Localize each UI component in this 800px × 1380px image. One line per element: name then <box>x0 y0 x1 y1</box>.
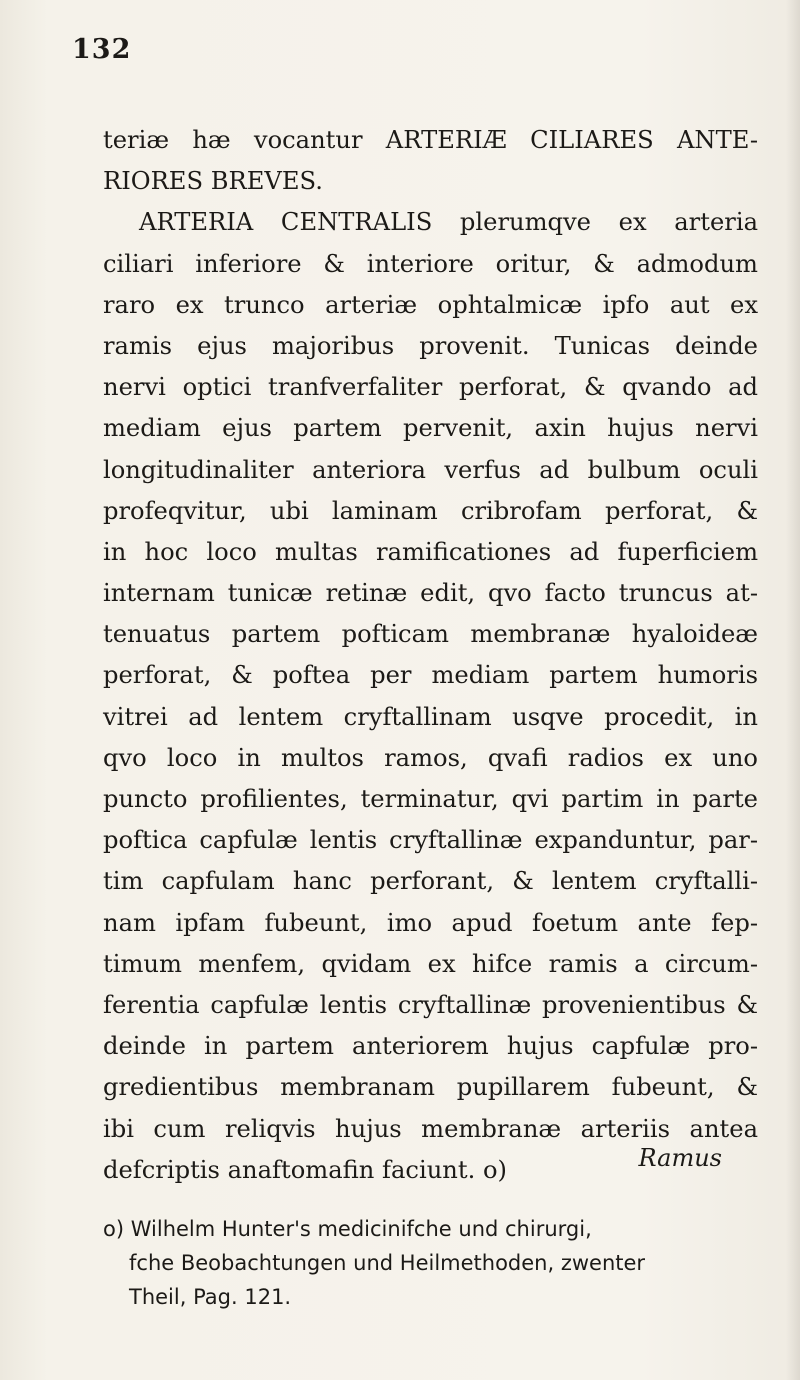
text-line: tim capfulam hanc perforant, & lentem cryftalli- <box>103 867 758 896</box>
footnote <box>103 1212 758 1314</box>
text-line: mediam ejus partem pervenit, axin hujus nervi <box>103 414 758 443</box>
text-line: teriæ hæ vocantur ARTERIÆ CILIARES ANTE- <box>103 126 758 154</box>
footnote-line: fche Beobachtungen und Heilmethoden, zwenter <box>129 1251 646 1275</box>
text-line: vitrei ad lentem cryftallinam usqve procedit, in <box>103 702 758 731</box>
catchword: Ramus <box>638 1144 722 1172</box>
text-line: ramis ejus majoribus provenit. Tunicas deinde <box>103 331 758 360</box>
text-line: qvo loco in multos ramos, qvafi radios ex uno <box>103 743 758 772</box>
text-line: longitudinaliter anteriora verfus ad bulbum oculi <box>103 455 758 484</box>
text-line: tenuatus partem pofticam membranæ hyaloideæ <box>103 620 758 649</box>
text-line: perforat, & poftea per mediam partem humoris <box>103 661 758 690</box>
text-line: defcriptis anaftomafin faciunt. o) <box>103 1155 507 1184</box>
text-line: timum menfem, qvidam ex hifce ramis a circum- <box>103 949 758 978</box>
footnote-line: Theil, Pag. 121. <box>129 1285 292 1309</box>
text-line: poftica capfulæ lentis cryftallinæ expanduntur, par- <box>103 826 758 855</box>
text-line: in hoc loco multas ramificationes ad fuperficiem <box>103 537 758 566</box>
page-number: 132 <box>72 34 132 65</box>
text-line: puncto profilientes, terminatur, qvi partim in parte <box>103 785 758 813</box>
text-line: ARTERIA CENTRALIS plerumqve ex arteria <box>139 208 758 237</box>
text-line: gredientibus membranam pupillarem fubeunt, & <box>103 1073 758 1102</box>
text-line: internam tunicæ retinæ edit, qvo facto truncus at- <box>103 579 758 608</box>
text-line: profeqvitur, ubi laminam cribrofam perforat, & <box>103 496 758 525</box>
page-edge-shadow <box>786 0 800 1380</box>
body-text <box>103 120 758 1191</box>
text-line: nam ipfam fubeunt, imo apud foetum ante fep- <box>103 908 758 937</box>
text-line: RIORES BREVES. <box>103 167 323 196</box>
footnote-line: o) Wilhelm Hunter's medicinifche und chirurgi, <box>103 1217 592 1241</box>
text-line: ibi cum reliqvis hujus membranæ arteriis antea <box>103 1114 758 1143</box>
text-line: raro ex trunco arteriæ ophtalmicæ ipfo aut ex <box>103 290 758 319</box>
text-line: deinde in partem anteriorem hujus capfulæ pro- <box>103 1032 758 1061</box>
text-line: ciliari inferiore & interiore oritur, & admodum <box>103 249 758 278</box>
text-line: nervi optici tranfverfaliter perforat, & qvando ad <box>103 373 758 402</box>
text-line: ferentia capfulæ lentis cryftallinæ provenientibus & <box>103 990 758 1019</box>
